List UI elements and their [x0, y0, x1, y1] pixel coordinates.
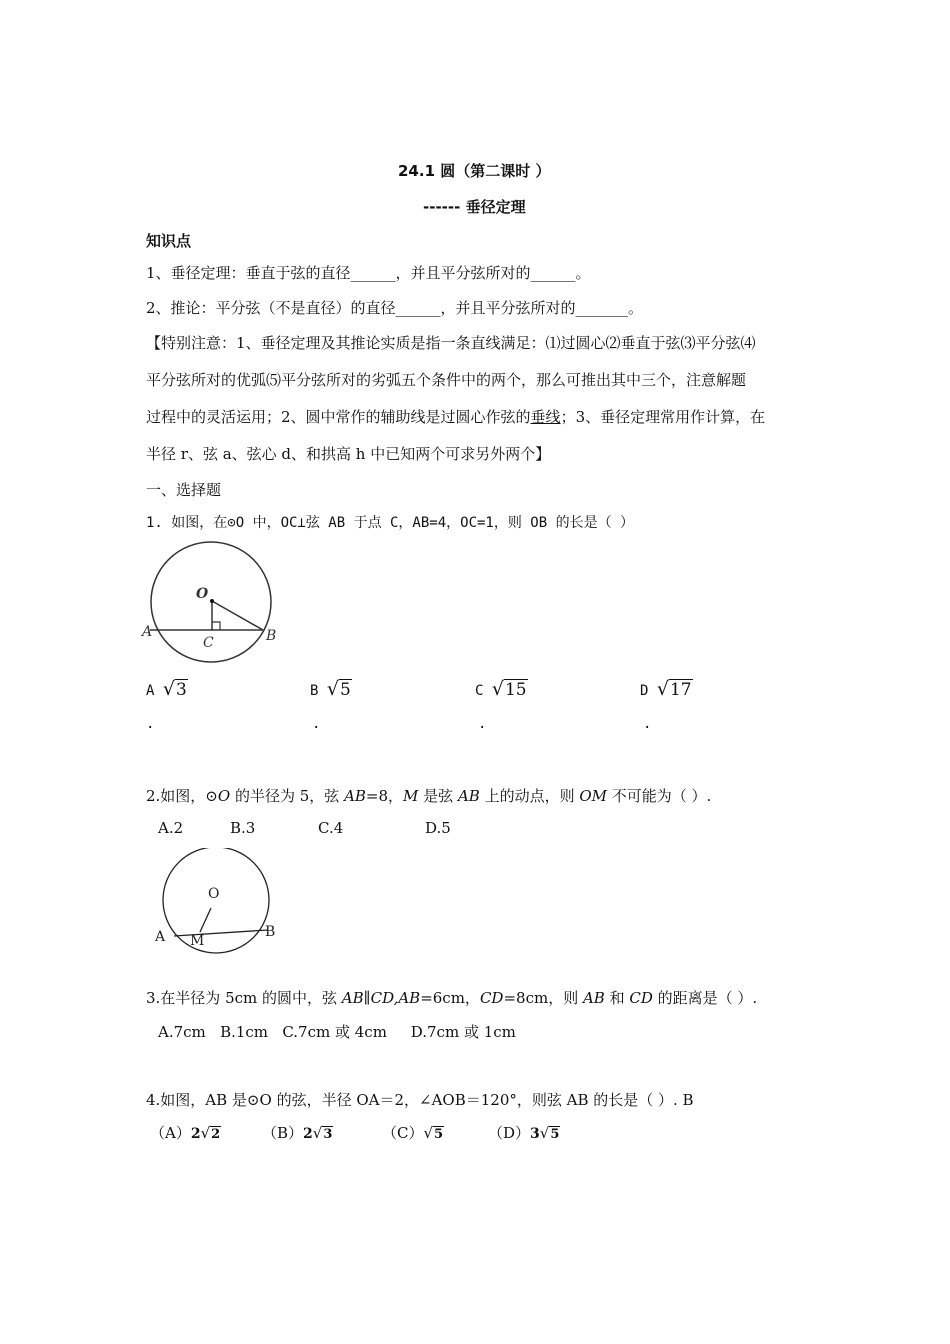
q3-stem-var: AB: [582, 989, 605, 1007]
q1-label-a: A: [142, 624, 153, 640]
q2-stem-var: O: [217, 787, 231, 805]
q2-segment-om: [200, 908, 211, 932]
q3-stem-var: CD: [479, 989, 504, 1007]
q1-label-c: C: [203, 635, 214, 651]
q1-option-c-radicand: 15: [504, 680, 527, 700]
q4-option-a-value: 2√2: [190, 1124, 221, 1142]
note-line-3: [146, 406, 765, 427]
q2-stem-part: 不可能为（ ）.: [607, 787, 712, 805]
q1-stem: 1. 如图，在⊙O 中，OC⊥弦 AB 于点 C，AB=4，OC=1，则 OB 的长是（ ）: [146, 515, 635, 531]
q1-option-c-letter: C: [475, 683, 484, 699]
q4-option-a-coef: 2: [190, 1126, 201, 1142]
q1-option-a: [146, 678, 188, 700]
q4-option-b-coef: 2: [303, 1126, 313, 1142]
q3-stem-part: 的距离是（ ）.: [652, 989, 758, 1007]
q1-label-o: O: [196, 586, 209, 602]
q1-option-c: [475, 678, 528, 700]
q4-stem: 4.如图，AB 是⊙O 的弦，半径 OA＝2，∠AOB＝120°，则弦 AB 的长是（ ）. B: [146, 1091, 694, 1109]
q4-option-b-radicand: 3: [323, 1127, 333, 1142]
q1-option-d: [640, 678, 693, 700]
q3-stem-part: 3.在半径为 5cm 的圆中，弦: [146, 989, 342, 1007]
q2-stem-var: OM: [579, 787, 608, 805]
q4-option-b: [262, 1122, 333, 1143]
q2-label-o: O: [208, 886, 220, 902]
q1-label-b: B: [266, 628, 277, 644]
q1-option-d-dot: .: [643, 716, 652, 732]
q4-option-d-label: （D）: [488, 1124, 531, 1142]
q2-label-a: A: [155, 929, 166, 945]
q4-option-c: [382, 1122, 444, 1143]
section-heading: 一、选择题: [146, 481, 222, 499]
q2-stem: [146, 785, 711, 806]
q1-option-c-dot: .: [478, 716, 487, 732]
page-subtitle: ------ 垂径定理: [423, 198, 526, 216]
q4-option-d-coef: 3: [530, 1126, 540, 1142]
q1-option-a-dot: .: [146, 716, 155, 732]
q1-option-d-radicand: 17: [669, 680, 692, 700]
knowledge-heading: 知识点: [146, 232, 192, 250]
q3-stem-var: AB: [341, 989, 364, 1007]
q1-option-b: [310, 678, 352, 700]
q2-option-a: A.2: [158, 819, 184, 837]
knowledge-item-2: 2、推论：平分弦（不是直径）的直径______，并且平分弦所对的_______。: [146, 299, 644, 317]
q4-option-a-radicand: 2: [211, 1127, 221, 1142]
q2-stem-part: 2.如图，⊙: [146, 787, 218, 805]
q1-figure: [140, 540, 290, 670]
page-title: 24.1 圆（第二课时 ）: [398, 162, 551, 180]
q2-stem-part: 是弦: [418, 787, 458, 805]
q4-option-d-value: 3√5: [530, 1124, 560, 1142]
q2-label-b: B: [265, 924, 276, 940]
q1-option-b-dot: .: [312, 716, 321, 732]
q1-option-b-letter: B: [310, 683, 319, 699]
q4-option-a-label: （A）: [150, 1124, 191, 1142]
q4-option-a: [150, 1122, 221, 1143]
q4-option-c-value: √5: [423, 1124, 444, 1142]
note-line-3-part-c: ；3、垂径定理常用作计算，在: [560, 408, 766, 426]
knowledge-item-1: 1、垂径定理：垂直于弦的直径______，并且平分弦所对的______。: [146, 264, 591, 282]
q2-option-b: B.3: [230, 819, 256, 837]
q4-option-b-value: 2√3: [303, 1124, 333, 1142]
q1-option-d-letter: D: [640, 683, 649, 699]
q4-option-b-label: （B）: [262, 1124, 304, 1142]
q3-stem-part: =8cm，则: [503, 989, 583, 1007]
q2-option-c: C.4: [318, 819, 344, 837]
q1-option-c-radical: √15: [491, 678, 527, 700]
q1-option-a-letter: A: [146, 683, 155, 699]
note-line-3-part-a: 过程中的灵活运用；2、圆中常作的辅助线是过圆心作弦的: [146, 408, 531, 426]
q2-stem-part: 的半径为 5，弦: [230, 787, 345, 805]
note-line-1: 【特别注意：1、垂径定理及其推论实质是指一条直线满足：⑴过圆心⑵垂直于弦⑶平分弦⑷: [146, 334, 756, 352]
q2-option-d: D.5: [425, 819, 451, 837]
note-line-3-underlined: 垂线: [530, 408, 561, 426]
q2-stem-var: AB: [457, 787, 480, 805]
q3-stem: [146, 987, 757, 1008]
q1-option-a-radical: √3: [162, 678, 187, 700]
q3-stem-var: CD,AB: [370, 989, 421, 1007]
q1-center-point: [210, 599, 214, 603]
q2-stem-var: M: [403, 787, 419, 805]
q3-stem-part: =6cm，: [420, 989, 480, 1007]
q2-stem-part: =8，: [365, 787, 404, 805]
note-line-4: 半径 r、弦 a、弦心 d、和拱高 h 中已知两个可求另外两个】: [146, 445, 551, 463]
q3-stem-var: CD: [629, 989, 653, 1007]
q1-option-b-radicand: 5: [339, 680, 351, 700]
q3-options: A.7cm B.1cm C.7cm 或 4cm D.7cm 或 1cm: [158, 1023, 516, 1041]
q1-right-angle-mark: [212, 622, 220, 630]
q4-option-c-label: （C）: [382, 1124, 424, 1142]
q4-option-d-radicand: 5: [550, 1127, 560, 1142]
q3-stem-part: ∥: [363, 989, 371, 1007]
q3-stem-part: 和: [604, 989, 630, 1007]
note-line-2: 平分弦所对的优弧⑸平分弦所对的劣弧五个条件中的两个，那么可推出其中三个，注意解题: [146, 371, 747, 389]
q1-option-d-radical: √17: [656, 678, 692, 700]
q1-option-a-radicand: 3: [175, 680, 187, 700]
q2-stem-var: AB: [344, 787, 366, 805]
q2-label-m: M: [190, 933, 205, 949]
q1-option-b-radical: √5: [326, 678, 351, 700]
q4-option-d: [488, 1122, 560, 1143]
q2-stem-part: 上的动点，则: [479, 787, 580, 805]
q2-figure: [150, 848, 290, 954]
q4-option-c-radicand: 5: [434, 1127, 444, 1142]
q2-chord-ab: [174, 930, 268, 936]
